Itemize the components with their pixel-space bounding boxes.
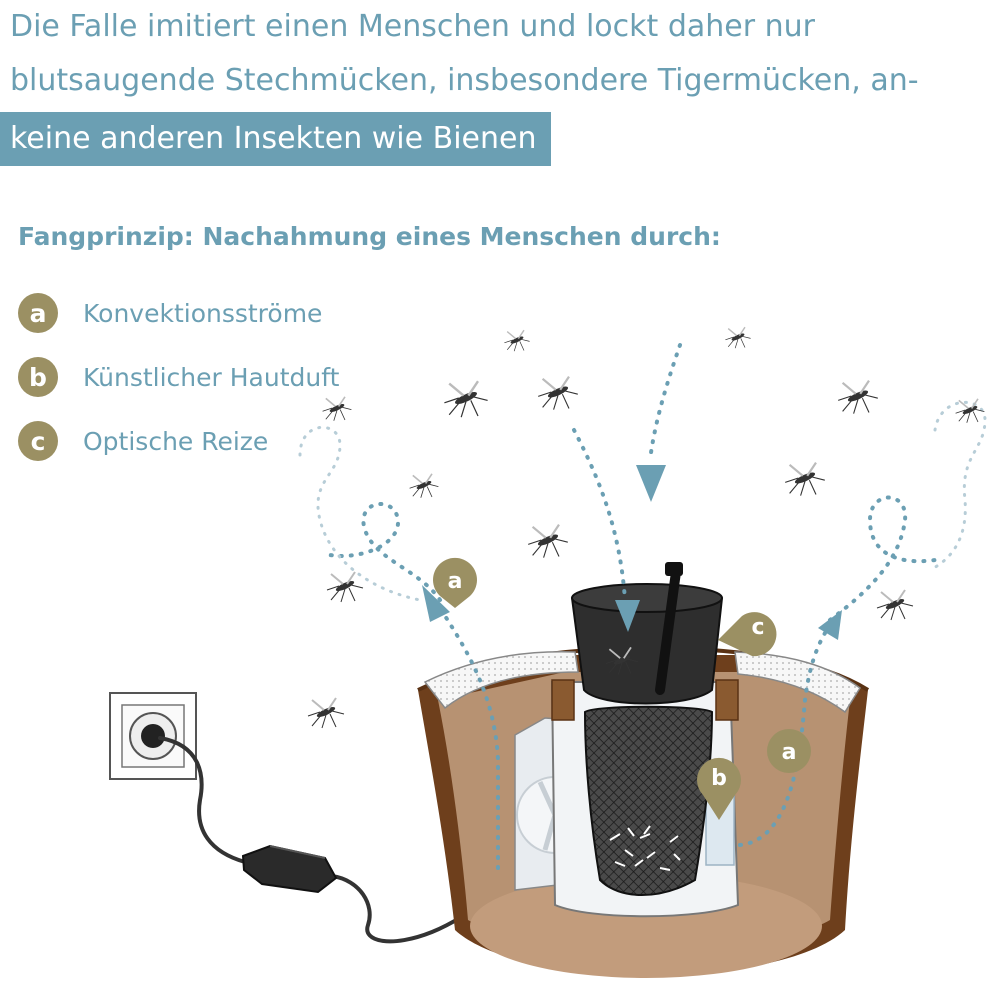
- intro-line-1: Die Falle imitiert einen Menschen und lockt daher nur: [10, 9, 815, 44]
- mosquito-icon: [956, 399, 985, 423]
- mosquito-icon: [323, 397, 352, 421]
- mosquito-icon: [838, 381, 878, 414]
- svg-text:a: a: [781, 740, 797, 765]
- mosquito-icon: [785, 463, 825, 496]
- funnel-cup: [572, 562, 722, 704]
- mosquito-icon: [444, 381, 487, 417]
- arrow-up-right-icon: [818, 610, 842, 640]
- legend-badge-c: c: [18, 421, 58, 461]
- airflow-arrowheads: [422, 465, 842, 640]
- mosquito-icon: [528, 525, 568, 558]
- legend-badge-a: a: [18, 293, 58, 333]
- intro-line-2: blutsaugende Stechmücken, insbesondere Tigermücken, an-: [10, 63, 919, 98]
- svg-text:c: c: [751, 615, 765, 640]
- mosquito-icon: [308, 698, 344, 728]
- mosquito-icon: [725, 327, 750, 348]
- power-adapter-icon: [243, 846, 336, 892]
- intro-highlight: keine anderen Insekten wie Bienen: [0, 112, 551, 166]
- legend-label-c: Optische Reize: [83, 426, 269, 456]
- mosquito-icon: [538, 377, 578, 410]
- mosquito-icon: [327, 572, 363, 602]
- power-cable: [160, 738, 470, 941]
- svg-text:a: a: [447, 569, 463, 594]
- legend-badge-b: b: [18, 357, 58, 397]
- mosquito-icon: [410, 474, 439, 498]
- mosquito-icon: [504, 330, 529, 351]
- principle-heading: Fangprinzip: Nachahmung eines Menschen durch:: [18, 222, 721, 251]
- pin-a-right: [767, 729, 811, 773]
- mosquito-icon: [877, 590, 913, 620]
- catch-net: [585, 707, 712, 895]
- legend-label-a: Konvektionsströme: [83, 298, 323, 328]
- arrow-down-icon: [636, 465, 666, 502]
- legend-label-b: Künstlicher Hautduft: [83, 362, 340, 392]
- svg-text:b: b: [711, 766, 727, 791]
- wall-socket-icon: [110, 693, 196, 779]
